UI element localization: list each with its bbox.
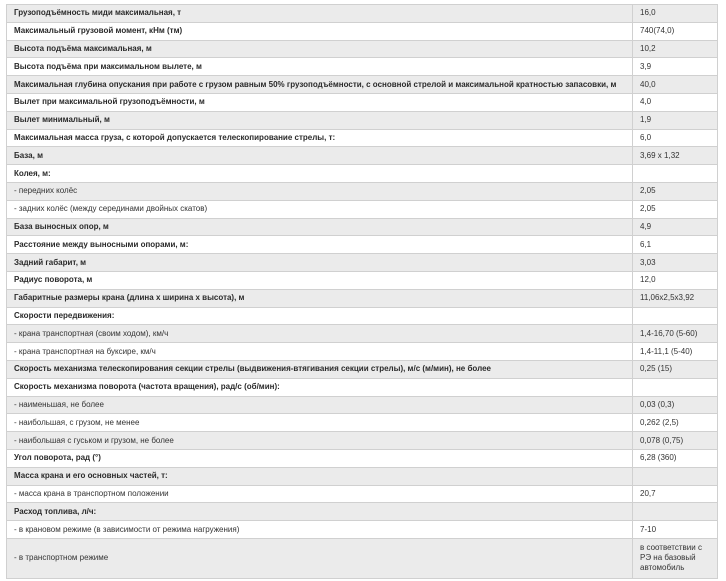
value-cell: 0,03 (0,3) [633, 396, 718, 414]
parameter-cell: Грузоподъёмность миди максимальная, т [7, 5, 633, 23]
parameter-cell: Высота подъёма максимальная, м [7, 40, 633, 58]
value-cell: 16,0 [633, 5, 718, 23]
value-cell: 12,0 [633, 271, 718, 289]
table-row [7, 58, 718, 76]
table-row [7, 93, 718, 111]
table-row [7, 432, 718, 450]
value-cell: 1,4-11,1 (5-40) [633, 343, 718, 361]
parameter-cell: Задний габарит, м [7, 254, 633, 272]
parameter-cell: Угол поворота, рад (°) [7, 449, 633, 467]
value-cell: 2,05 [633, 200, 718, 218]
table-row [7, 307, 718, 325]
table-row [7, 200, 718, 218]
table-row [7, 289, 718, 307]
value-cell: 1,4-16,70 (5-60) [633, 325, 718, 343]
table-row [7, 271, 718, 289]
table-row [7, 5, 718, 23]
parameter-cell: - наименьшая, не более [7, 396, 633, 414]
parameter-cell: Габаритные размеры крана (длина х ширина х высота), м [7, 289, 633, 307]
table-row [7, 503, 718, 521]
parameter-cell: - крана транспортная (своим ходом), км/ч [7, 325, 633, 343]
parameter-cell: - передних колёс [7, 182, 633, 200]
parameter-cell: Скорость механизма поворота (частота вращения), рад/с (об/мин): [7, 378, 633, 396]
table-row [7, 449, 718, 467]
table-row [7, 111, 718, 129]
value-cell: 20,7 [633, 485, 718, 503]
value-cell: 7-10 [633, 521, 718, 539]
table-row [7, 538, 718, 578]
value-cell: 6,0 [633, 129, 718, 147]
table-row [7, 521, 718, 539]
table-row [7, 467, 718, 485]
value-cell: 0,078 (0,75) [633, 432, 718, 450]
value-cell: 40,0 [633, 76, 718, 94]
parameter-cell: Скорости передвижения: [7, 307, 633, 325]
value-cell: 2,05 [633, 182, 718, 200]
parameter-cell: Расход топлива, л/ч: [7, 503, 633, 521]
table-row [7, 218, 718, 236]
parameter-cell: - наибольшая с гуськом и грузом, не более [7, 432, 633, 450]
value-cell [633, 165, 718, 183]
value-cell: 11,06х2,5х3,92 [633, 289, 718, 307]
parameter-cell: База выносных опор, м [7, 218, 633, 236]
table-row [7, 182, 718, 200]
value-cell [633, 307, 718, 325]
parameter-cell: - в крановом режиме (в зависимости от режима нагружения) [7, 521, 633, 539]
parameter-cell: База, м [7, 147, 633, 165]
specifications-table [6, 4, 718, 579]
table-row [7, 129, 718, 147]
table-row [7, 254, 718, 272]
value-cell: 4,0 [633, 93, 718, 111]
parameter-cell: Расстояние между выносными опорами, м: [7, 236, 633, 254]
table-row [7, 396, 718, 414]
table-row [7, 165, 718, 183]
table-row [7, 414, 718, 432]
parameter-cell: Максимальная глубина опускания при работе с грузом равным 50% грузоподъёмности, с основной стрелой и максимальной кратностью запасовки, м [7, 76, 633, 94]
table-row [7, 40, 718, 58]
value-cell: в соответствии с РЭ на базовый автомобиль [633, 538, 718, 578]
parameter-cell: Высота подъёма при максимальном вылете, м [7, 58, 633, 76]
parameter-cell: Вылет минимальный, м [7, 111, 633, 129]
parameter-cell: Максимальная масса груза, с которой допускается телескопирование стрелы, т: [7, 129, 633, 147]
parameter-cell: Радиус поворота, м [7, 271, 633, 289]
parameter-cell: - масса крана в транспортном положении [7, 485, 633, 503]
parameter-cell: - наибольшая, с грузом, не менее [7, 414, 633, 432]
value-cell [633, 503, 718, 521]
value-cell: 10,2 [633, 40, 718, 58]
value-cell: 4,9 [633, 218, 718, 236]
table-row [7, 325, 718, 343]
value-cell: 740(74,0) [633, 22, 718, 40]
parameter-cell: Колея, м: [7, 165, 633, 183]
parameter-cell: - задних колёс (между серединами двойных скатов) [7, 200, 633, 218]
table-row [7, 147, 718, 165]
table-row [7, 378, 718, 396]
parameter-cell: Масса крана и его основных частей, т: [7, 467, 633, 485]
value-cell [633, 467, 718, 485]
parameter-cell: Максимальный грузовой момент, кНм (тм) [7, 22, 633, 40]
parameter-cell: - в транспортном режиме [7, 538, 633, 578]
value-cell: 0,262 (2,5) [633, 414, 718, 432]
specifications-table-body [7, 5, 718, 579]
value-cell: 6,1 [633, 236, 718, 254]
value-cell: 6,28 (360) [633, 449, 718, 467]
value-cell: 0,25 (15) [633, 360, 718, 378]
table-row [7, 236, 718, 254]
value-cell: 3,9 [633, 58, 718, 76]
parameter-cell: - крана транспортная на буксире, км/ч [7, 343, 633, 361]
table-row [7, 485, 718, 503]
table-row [7, 360, 718, 378]
table-row [7, 76, 718, 94]
parameter-cell: Вылет при максимальной грузоподъёмности, м [7, 93, 633, 111]
parameter-cell: Скорость механизма телескопирования секции стрелы (выдвижения-втягивания секции стрелы), м/с (м/мин), не более [7, 360, 633, 378]
value-cell: 3,03 [633, 254, 718, 272]
value-cell: 3,69 x 1,32 [633, 147, 718, 165]
value-cell [633, 378, 718, 396]
table-row [7, 22, 718, 40]
value-cell: 1,9 [633, 111, 718, 129]
table-row [7, 343, 718, 361]
